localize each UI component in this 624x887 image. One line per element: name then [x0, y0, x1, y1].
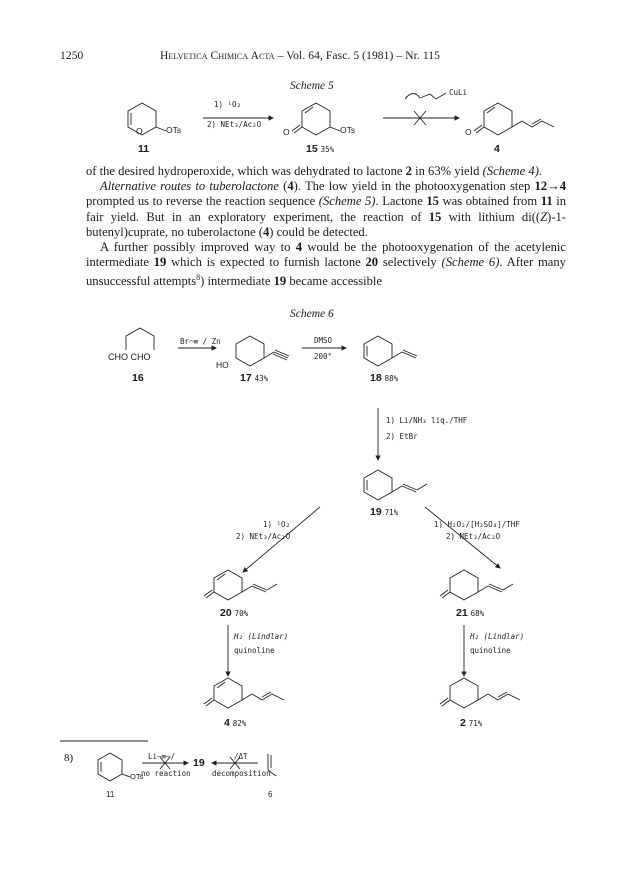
- footnote-reagent-left: Li–≡–/: [148, 752, 176, 761]
- yield-2: 71%: [468, 719, 483, 728]
- structure-21: [440, 570, 513, 600]
- structure-4-scheme6: [204, 678, 284, 708]
- butenyl-chain: [405, 93, 446, 99]
- compound-label-4-scheme6: 4 82%: [224, 717, 247, 729]
- structure-20: [204, 570, 277, 600]
- journal-name: Helvetica Chimica Acta: [160, 50, 275, 62]
- compound-label-4-scheme5: 4: [494, 143, 500, 155]
- footnote-compound-19: 19: [193, 757, 205, 769]
- yield-15: 35%: [320, 145, 335, 154]
- yield-20: 70%: [234, 609, 249, 618]
- structure-18: [364, 336, 417, 366]
- reagent-lindlar-right-1: H₂ (Lindlar): [470, 632, 525, 641]
- footnote-ref-8: 8: [196, 273, 201, 283]
- ots-11: OTs: [166, 125, 182, 135]
- carbonyl-oxygen-15: O: [283, 127, 290, 137]
- scheme-6-title: Scheme 6: [290, 308, 334, 320]
- footnote-reagent-right: /ΔT: [234, 752, 248, 761]
- dialdehyde-label: CHO CHO: [108, 352, 151, 362]
- scheme5-reagent-2: 2) NEt₃/Ac₂O: [207, 120, 262, 129]
- compound-label-16: 16: [132, 372, 144, 384]
- compound-label-18: 18 88%: [370, 372, 399, 384]
- reagent-peroxide-1: 1) H₂O₂/[H₂SO₄]/THF: [434, 520, 520, 529]
- footnote-mark: 8): [64, 752, 74, 764]
- reagent-lindlar-left-1: H₂ (Lindlar): [234, 632, 289, 641]
- paragraph-3: A further possibly improved way to 4 would be the photooxygenation of the acetylenic intermediate 19 which is expected to furnish lactone 20 selectively (Scheme 6). After many unsuccessful attempts$^8$) intermediate 19 became accessible: [86, 240, 566, 289]
- compound-label-11: 11: [138, 143, 150, 155]
- page-number: 1250: [60, 50, 84, 62]
- structure-11-footnote: [98, 753, 130, 781]
- compound-label-17: 17 43%: [240, 372, 269, 384]
- structure-16: [126, 328, 154, 350]
- structure-19: [364, 470, 427, 500]
- reagent-lindlar-right-2: quinoline: [470, 646, 511, 655]
- structure-11: [128, 103, 166, 135]
- paragraph-1: of the desired hydroperoxide, which was dehydrated to lactone 2 in 63% yield (Scheme 4).: [86, 164, 543, 178]
- yield-4: 82%: [232, 719, 247, 728]
- scheme5-reagent-1: 1) ¹O₂: [214, 100, 242, 109]
- compound-label-20: 20 70%: [220, 607, 249, 619]
- reagent-birch-2: 2) EtBr: [386, 432, 418, 441]
- footnote-no-reaction: no reaction: [141, 769, 191, 778]
- scheme-5-title: Scheme 5: [290, 80, 334, 92]
- reagent-temperature: 200°: [314, 352, 333, 361]
- hydroxy-label: HO: [216, 360, 229, 370]
- ots-15: OTs: [340, 125, 356, 135]
- reagent-photooxygenation-2: 2) NEt₃/Ac₂O: [236, 532, 291, 541]
- structure-17: [236, 336, 289, 366]
- reagent-propargyl-bromide: Br⌒≡ / Zn: [180, 337, 221, 346]
- body-text: [86, 164, 566, 290]
- yield-19: 71%: [384, 508, 399, 517]
- footnote-compound-6: 6: [268, 790, 273, 799]
- footnote-decomposition: decomposition: [212, 769, 271, 778]
- footnote-compound-11: 11: [106, 790, 115, 799]
- reagent-peroxide-2: 2) NEt₃/Ac₂O: [446, 532, 501, 541]
- compound-label-2: 2 71%: [460, 717, 483, 729]
- yield-21: 68%: [470, 609, 485, 618]
- footnote-ots: OTs: [130, 772, 144, 781]
- carbonyl-oxygen-4: O: [465, 127, 472, 137]
- ring-oxygen-11: O: [136, 126, 143, 136]
- compound-label-15: 15 35%: [306, 143, 335, 155]
- structure-4-scheme5: [474, 103, 554, 135]
- structure-2: [440, 678, 520, 708]
- reagent-dmso: DMSO: [314, 336, 333, 345]
- reagent-lindlar-left-2: quinoline: [234, 646, 275, 655]
- reagent-photooxygenation-1: 1) ¹O₂: [263, 520, 291, 529]
- journal-issue: – Vol. 64, Fasc. 5 (1981) – Nr. 115: [274, 50, 441, 62]
- yield-18: 88%: [384, 374, 399, 383]
- scheme5-cuprate: CuLi: [449, 88, 468, 97]
- paragraph-heading: Alternative routes to tuberolactone: [100, 179, 279, 194]
- structure-15: [292, 103, 340, 135]
- paragraph-2: Alternative routes to tuberolactone (4). The low yield in the photooxygenation step 12→4 prompted us to reverse the reaction sequence (Scheme 5). Lactone 15 was obtained from 11 in fair yield. But in an exploratory experiment, the reaction of 15 with lithium di((Z)-1-butenyl)cuprate, no tuberolactone (4) could be detected.: [86, 179, 567, 239]
- compound-label-19: 19 71%: [370, 506, 399, 518]
- yield-17: 43%: [254, 374, 269, 383]
- reagent-birch-1: 1) Li/NH₃ liq./THF: [386, 416, 468, 425]
- compound-label-21: 21 68%: [456, 607, 485, 619]
